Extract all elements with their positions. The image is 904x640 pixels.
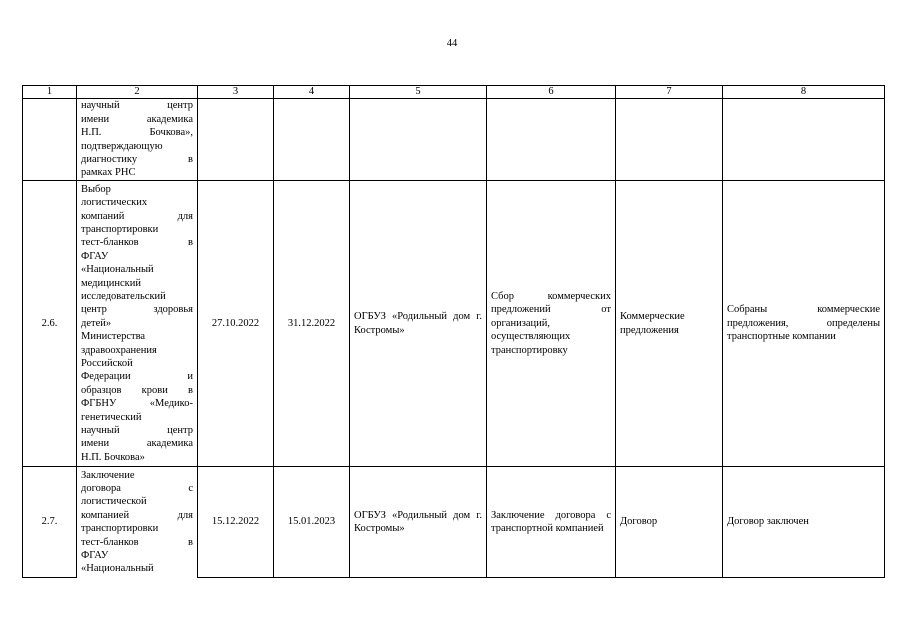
desc-line: диагностику в — [81, 153, 193, 165]
cell-result-doc: Договор — [616, 467, 723, 578]
desc-line: имени академика — [81, 438, 193, 450]
header-row — [23, 86, 885, 99]
cell-executor: ОГБУЗ «Родильный дом г. Костромы» — [350, 467, 487, 578]
desc-line: Выбор — [81, 183, 111, 195]
table-row — [23, 467, 885, 578]
cell-result-doc — [616, 99, 723, 181]
header-cell: 2 — [77, 86, 198, 99]
cell-action: Сбор коммерческих предложений от организаций, осуществляющих транспортировку — [487, 181, 616, 467]
desc-line: Заключение — [81, 469, 135, 481]
desc-line: Н.П. Бочкова», — [81, 127, 193, 139]
desc-line: логистической — [81, 496, 147, 508]
cell-result: Договор заключен — [723, 467, 885, 578]
desc-line: имени академика — [81, 113, 193, 125]
desc-line: Н.П. Бочкова» — [81, 451, 145, 463]
desc-line: генетический — [81, 411, 142, 423]
cell-action — [487, 99, 616, 181]
header-cell: 7 — [616, 86, 723, 99]
desc-line: Федерации и — [81, 371, 193, 383]
header-cell: 3 — [198, 86, 274, 99]
header-cell: 5 — [350, 86, 487, 99]
desc-line: ФГАУ — [81, 250, 109, 262]
desc-line: транспортировки — [81, 523, 159, 535]
cell-description — [77, 181, 198, 467]
desc-line: тест-бланков в — [81, 237, 193, 249]
desc-line: компаний для — [81, 210, 193, 222]
cell-num — [23, 99, 77, 181]
cell-num: 2.7. — [23, 467, 77, 578]
desc-line: образцов крови в — [81, 384, 193, 396]
page-number: 44 — [446, 38, 458, 49]
cell-num: 2.6. — [23, 181, 77, 467]
desc-line: исследовательский — [81, 290, 166, 302]
cell-executor — [350, 99, 487, 181]
desc-line: здравоохранения — [81, 344, 157, 356]
desc-line: научный центр — [81, 425, 193, 437]
desc-line: ФГАУ — [81, 550, 109, 562]
cell-end-date: 31.12.2022 — [274, 181, 350, 467]
desc-line: транспортировки — [81, 223, 159, 235]
desc-line: подтверждающую — [81, 140, 163, 152]
header-cell: 4 — [274, 86, 350, 99]
cell-result: Собраны коммерческие предложения, определены транспортные компании — [723, 181, 885, 467]
desc-line: «Национальный — [81, 264, 154, 276]
desc-line: рамках РНС — [81, 167, 136, 179]
desc-line: «Национальный — [81, 563, 154, 575]
desc-line: научный центр — [81, 100, 193, 112]
cell-action: Заключение договора с транспортной компанией — [487, 467, 616, 578]
desc-line: договора с — [81, 483, 193, 495]
desc-line: Российской — [81, 358, 133, 370]
header-cell: 8 — [723, 86, 885, 99]
desc-line: ФГБНУ «Медико- — [81, 398, 193, 410]
plan-table — [22, 85, 885, 578]
desc-line: тест-бланков в — [81, 536, 193, 548]
desc-line: Министерства — [81, 331, 146, 343]
header-cell: 1 — [23, 86, 77, 99]
cell-result — [723, 99, 885, 181]
cell-end-date — [274, 99, 350, 181]
cell-start-date: 15.12.2022 — [198, 467, 274, 578]
desc-line: медицинский — [81, 277, 141, 289]
desc-line: логистических — [81, 197, 148, 209]
desc-line: детей» — [81, 317, 112, 329]
cell-description — [77, 467, 198, 578]
desc-line: компанией для — [81, 509, 193, 521]
cell-result-doc: Коммерческие предложения — [616, 181, 723, 467]
header-cell: 6 — [487, 86, 616, 99]
table-row — [23, 181, 885, 467]
cell-description — [77, 99, 198, 181]
cell-executor: ОГБУЗ «Родильный дом г. Костромы» — [350, 181, 487, 467]
cell-end-date: 15.01.2023 — [274, 467, 350, 578]
desc-line: центр здоровья — [81, 304, 193, 316]
table-row-continuation — [23, 99, 885, 181]
cell-start-date: 27.10.2022 — [198, 181, 274, 467]
cell-start-date — [198, 99, 274, 181]
